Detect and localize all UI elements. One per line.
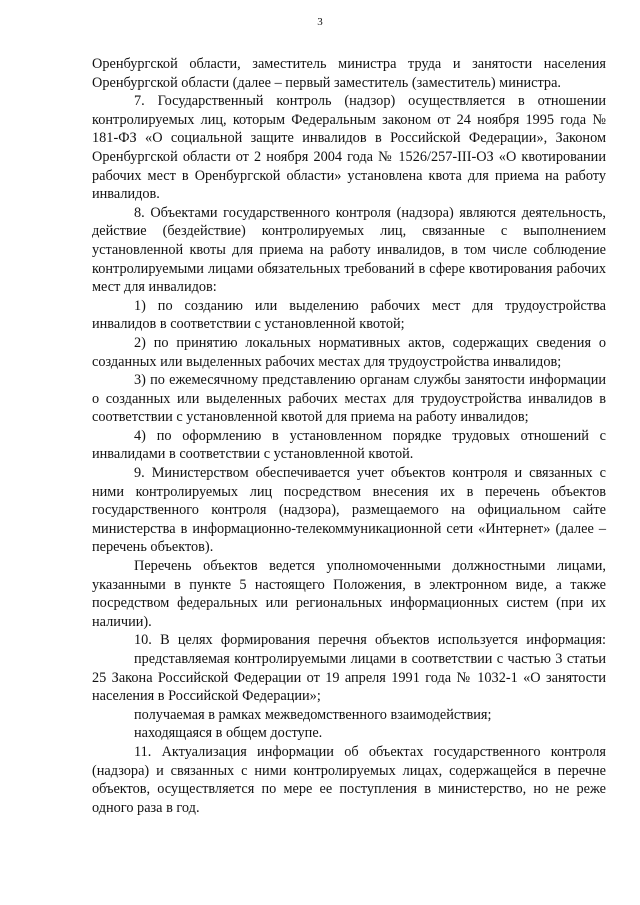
- document-body: [92, 55, 606, 817]
- paragraph-continuation: Оренбургской области, заместитель министра труда и занятости населения Оренбургской области (далее – первый заместитель (заместитель) министра.: [92, 56, 606, 91]
- info-source-3: находящаяся в общем доступе.: [134, 725, 323, 742]
- list-item-1: 1) по созданию или выделению рабочих мест для трудоустройства инвалидов в соответствии с установленной квотой;: [92, 297, 606, 333]
- paragraph-10: 10. В целях формирования перечня объектов используется информация:: [134, 632, 606, 649]
- paragraph-9-continued: Перечень объектов ведется уполномоченными должностными лицами, указанными в пункте 5 настоящего Положения, в электронном виде, а также посредством федеральных или региональных информационных систем (при их наличии).: [92, 558, 606, 630]
- paragraph-7: 7. Государственный контроль (надзор) осуществляется в отношении контролируемых лиц, которым Федеральным законом от 24 ноября 1995 года № 181-ФЗ «О социальной защите инвалидов в Российской Федерации», Законом Оренбургской области от 2 ноября 2004 года № 1526/257-III-ОЗ «О квотировании рабочих мест в Оренбургской области» установлена квота для приема на работу инвалидов.: [92, 93, 606, 203]
- paragraph-9: 9. Министерством обеспечивается учет объектов контроля и связанных с ними контролируемых лиц посредством внесения их в перечень объектов государственного контроля (надзора), размещаемого на официальном сайте министерства в информационно-телекоммуникационной сети «Интернет» (далее – перечень объектов).: [92, 465, 606, 556]
- list-item-2: 2) по принятию локальных нормативных актов, содержащих сведения о созданных или выделенных рабочих местах для трудоустройства инвалидов;: [92, 334, 606, 370]
- info-source-1: представляемая контролируемыми лицами в соответствии с частью 3 статьи 25 Закона Российской Федерации от 19 апреля 1991 года № 1032-1 «О занятости населения в Российской Федерации»;: [92, 651, 606, 705]
- list-item-4: 4) по оформлению в установленном порядке трудовых отношений с инвалидами в соответствии с установленной квотой.: [92, 427, 606, 463]
- info-source-2: получаемая в рамках межведомственного взаимодействия;: [134, 706, 492, 723]
- page-number: 3: [317, 16, 323, 28]
- paragraph-11: 11. Актуализация информации об объектах государственного контроля (надзора) и связанных с ними контролируемых лицах, содержащейся в перечне объектов, осуществляется по мере ее поступления в министерство, но не реже одного раза в год.: [92, 743, 606, 816]
- list-item-3: 3) по ежемесячному представлению органам службы занятости информации о созданных или выделенных рабочих местах для трудоустройства инвалидов в соответствии с установленной квотой для приема на работу инвалидов;: [92, 372, 606, 426]
- paragraph-8: 8. Объектами государственного контроля (надзора) являются деятельность, действие (бездействие) контролируемых лиц, связанные с выполнением установленной квоты для приема на работу инвалидов, в том числе соблюдение контролируемыми лицами обязательных требований в сфере квотирования рабочих мест для инвалидов:: [92, 204, 606, 296]
